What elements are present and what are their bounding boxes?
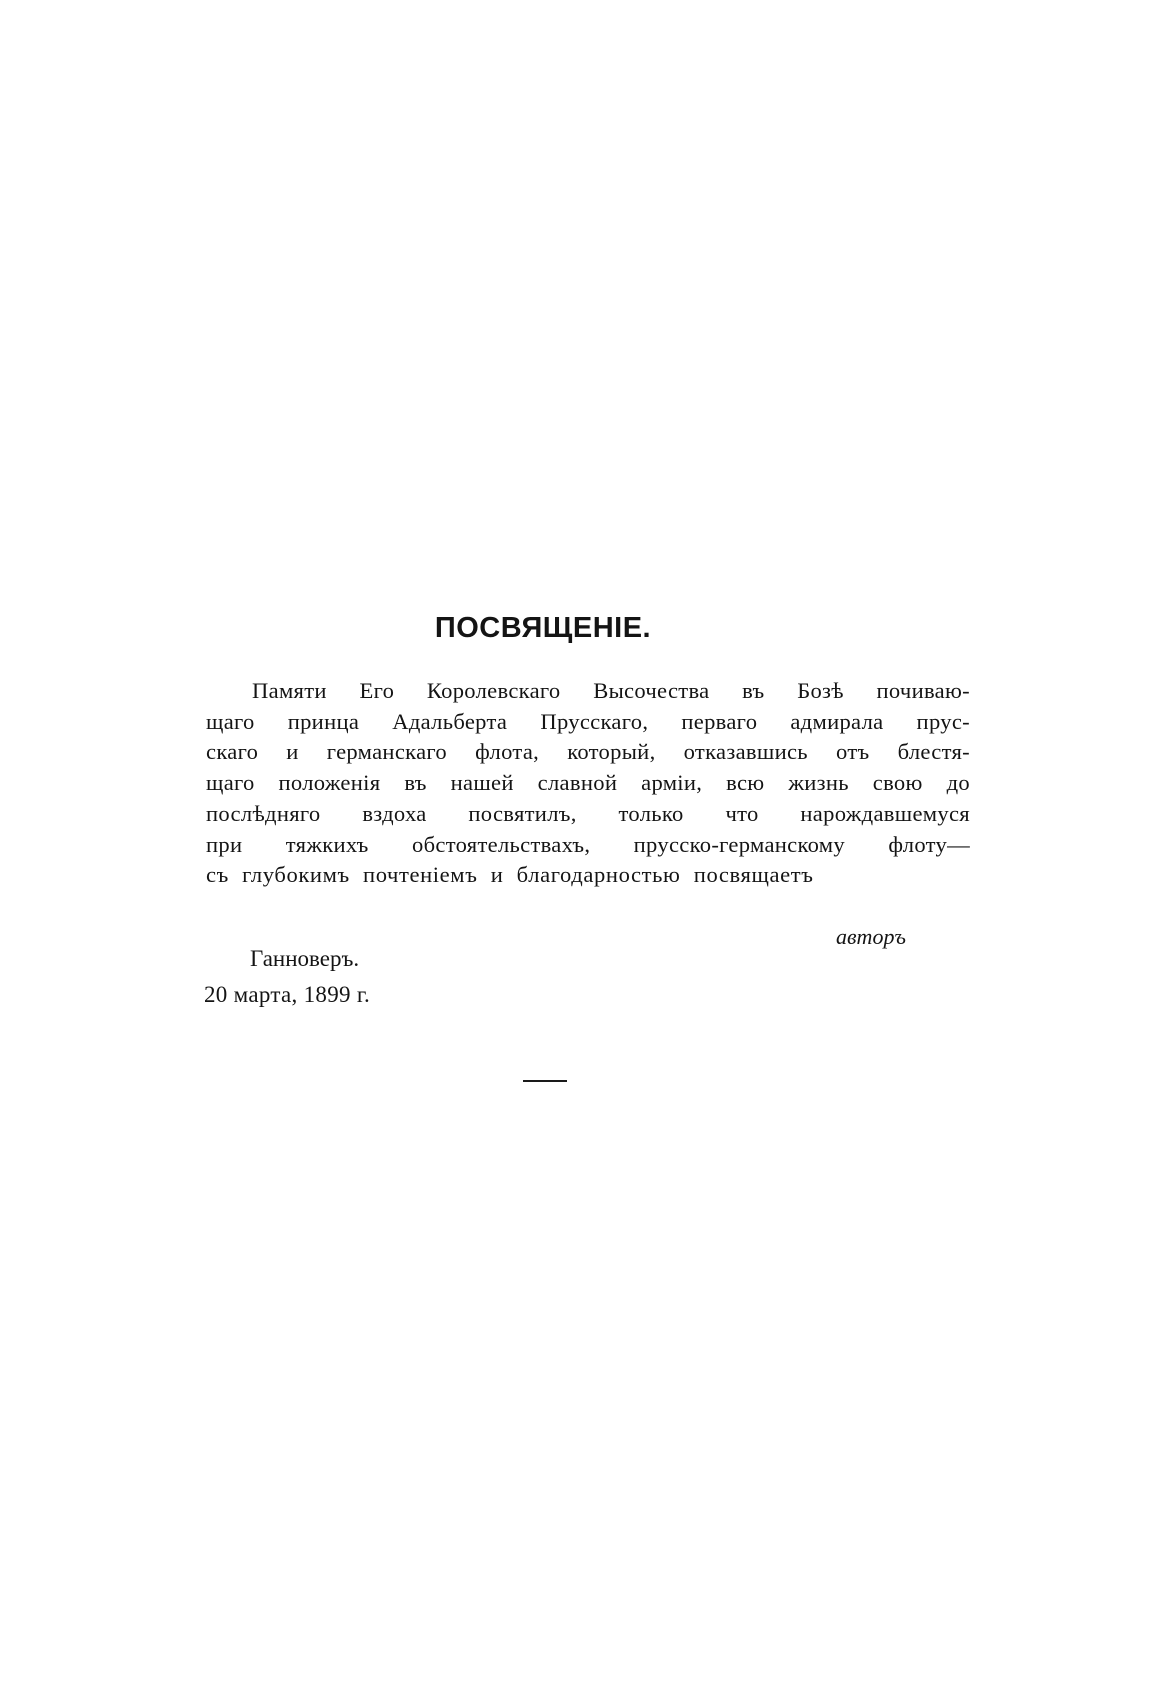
dedication-line: щаго принца Адальберта Прусскаго, перваго адмирала прус- (206, 708, 970, 734)
date-of-writing: 20 марта, 1899 г. (204, 982, 371, 1007)
closing-rule (523, 1080, 567, 1082)
dedication-line: при тяжкихъ обстоятельствахъ, прусско-германскому флоту— (206, 831, 970, 857)
dedication-line: скаго и германскаго флота, который, отказавшись отъ блестя- (206, 739, 970, 765)
dedication-line: съ глубокимъ почтеніемъ и благодарностью посвящаетъ (206, 862, 814, 888)
place-of-writing: Ганноверъ. (250, 946, 360, 971)
dedication-line: щаго положенія въ нашей славной арміи, всю жизнь свою до (206, 770, 970, 796)
author-signature: авторъ (836, 924, 906, 949)
dedication-line: послѣдняго вздоха посвятилъ, только что нарождавшемуся (206, 800, 970, 826)
dedication-text (206, 676, 970, 891)
dedication-line: Памяти Его Королевскаго Высочества въ Бозѣ почиваю- (252, 678, 970, 703)
dedication-title: ПОСВЯЩЕНІЕ. (434, 612, 652, 644)
